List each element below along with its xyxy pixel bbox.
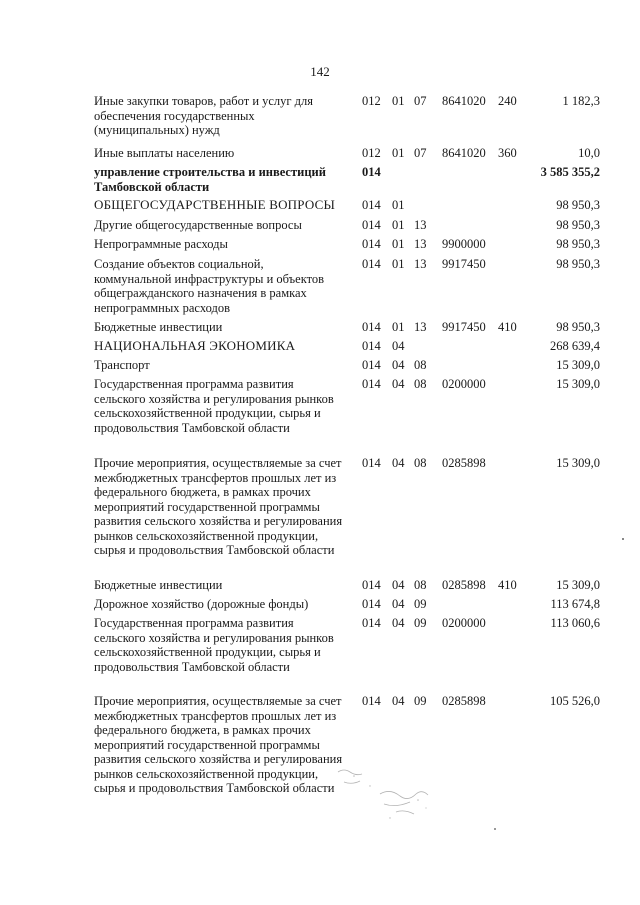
row-sum: 113 674,8 [550,597,600,611]
row-vr: 410 [498,320,517,334]
row-rz: 01 [392,146,405,160]
row-pr: 09 [414,694,427,708]
row-pr: 09 [414,597,427,611]
scan-speck [622,538,624,540]
row-sum: 98 950,3 [556,237,600,251]
row-rz: 01 [392,320,405,334]
row-ved: 014 [362,218,381,232]
row-ved: 014 [362,597,381,611]
row-rz: 04 [392,339,405,353]
row-name: Прочие мероприятия, осуществляемые за счет межбюджетных трансфертов прошлых лет из федерального бюджета, в рамках прочих мероприятий государственной программы развития сельского хозяйства и регулирования рынков сельскохозяйственной продукции, сырья и продовольствия Тамбовской области [94,694,343,795]
row-sum: 3 585 355,2 [540,165,600,179]
row-csr: 9917450 [442,320,486,334]
row-ved: 012 [362,146,381,160]
row-pr: 09 [414,616,427,630]
row-rz: 04 [392,377,405,391]
row-rz: 01 [392,237,405,251]
row-name: Бюджетные инвестиции [94,320,223,334]
row-name: Дорожное хозяйство (дорожные фонды) [94,597,309,611]
row-sum: 268 639,4 [550,339,600,353]
row-rz: 01 [392,198,405,212]
row-vr: 240 [498,94,517,108]
row-sum: 98 950,3 [556,218,600,232]
row-sum: 15 309,0 [556,358,600,372]
row-ved: 014 [362,616,381,630]
row-name: Иные выплаты населению [94,146,235,160]
scan-speck [494,828,496,830]
row-pr: 08 [414,578,427,592]
row-pr: 13 [414,218,427,232]
row-pr: 13 [414,257,427,271]
row-ved: 014 [362,237,381,251]
row-rz: 04 [392,616,405,630]
row-vr: 360 [498,146,517,160]
row-ved: 014 [362,198,381,212]
row-csr: 0200000 [442,377,486,391]
row-ved: 014 [362,578,381,592]
row-name: Транспорт [94,358,150,372]
row-csr: 0285898 [442,694,486,708]
row-name: Прочие мероприятия, осуществляемые за счет межбюджетных трансфертов прошлых лет из федерального бюджета, в рамках прочих мероприятий государственной программы развития сельского хозяйства и регулирования рынков сельскохозяйственной продукции, сырья и продовольствия Тамбовской области [94,456,343,557]
page-number: 142 [310,64,330,79]
row-csr: 0285898 [442,578,486,592]
row-name: Непрограммные расходы [94,237,228,251]
row-sum: 105 526,0 [550,694,600,708]
row-rz: 01 [392,218,405,232]
row-sum: 98 950,3 [556,257,600,271]
row-rz: 04 [392,694,405,708]
row-csr: 0285898 [442,456,486,470]
row-pr: 13 [414,320,427,334]
row-name: Создание объектов социальной, коммунальной инфраструктуры и объектов общегражданского назначения в рамках непрограммных расходов [94,257,325,315]
row-sum: 15 309,0 [556,578,600,592]
row-rz: 04 [392,597,405,611]
row-name: Бюджетные инвестиции [94,578,223,592]
row-rz: 04 [392,358,405,372]
row-name: НАЦИОНАЛЬНАЯ ЭКОНОМИКА [94,338,296,353]
row-name: Государственная программа развития сельского хозяйства и регулирования рынков сельскохозяйственной продукции, сырья и продовольствия Тамбовской области [94,616,334,674]
row-ved: 012 [362,94,381,108]
row-name: ОБЩЕГОСУДАРСТВЕННЫЕ ВОПРОСЫ [94,197,335,212]
row-ved: 014 [362,694,381,708]
row-pr: 08 [414,456,427,470]
row-pr: 08 [414,377,427,391]
row-ved: 014 [362,320,381,334]
scan-smudge [330,764,440,824]
row-pr: 08 [414,358,427,372]
row-sum: 98 950,3 [556,198,600,212]
row-ved: 014 [362,358,381,372]
row-ved: 014 [362,456,381,470]
row-ved: 014 [362,377,381,391]
row-rz: 01 [392,257,405,271]
row-ved: 014 [362,165,381,179]
row-ved: 014 [362,339,381,353]
row-rz: 04 [392,456,405,470]
row-sum: 113 060,6 [550,616,600,630]
row-vr: 410 [498,578,517,592]
row-pr: 13 [414,237,427,251]
row-rz: 04 [392,578,405,592]
row-name: Иные закупки товаров, работ и услуг для обеспечения государственных (муниципальных) нужд [94,94,314,137]
row-rz: 01 [392,94,405,108]
row-csr: 9917450 [442,257,486,271]
row-pr: 07 [414,94,427,108]
row-sum: 1 182,3 [562,94,600,108]
row-name: Государственная программа развития сельского хозяйства и регулирования рынков сельскохозяйственной продукции, сырья и продовольствия Тамбовской области [94,377,334,435]
row-csr: 0200000 [442,616,486,630]
row-csr: 8641020 [442,94,486,108]
row-name: управление строительства и инвестиций Тамбовской области [94,165,326,194]
row-sum: 98 950,3 [556,320,600,334]
row-sum: 15 309,0 [556,456,600,470]
row-ved: 014 [362,257,381,271]
row-sum: 10,0 [578,146,600,160]
row-sum: 15 309,0 [556,377,600,391]
row-pr: 07 [414,146,427,160]
row-csr: 9900000 [442,237,486,251]
row-name: Другие общегосударственные вопросы [94,218,302,232]
row-csr: 8641020 [442,146,486,160]
